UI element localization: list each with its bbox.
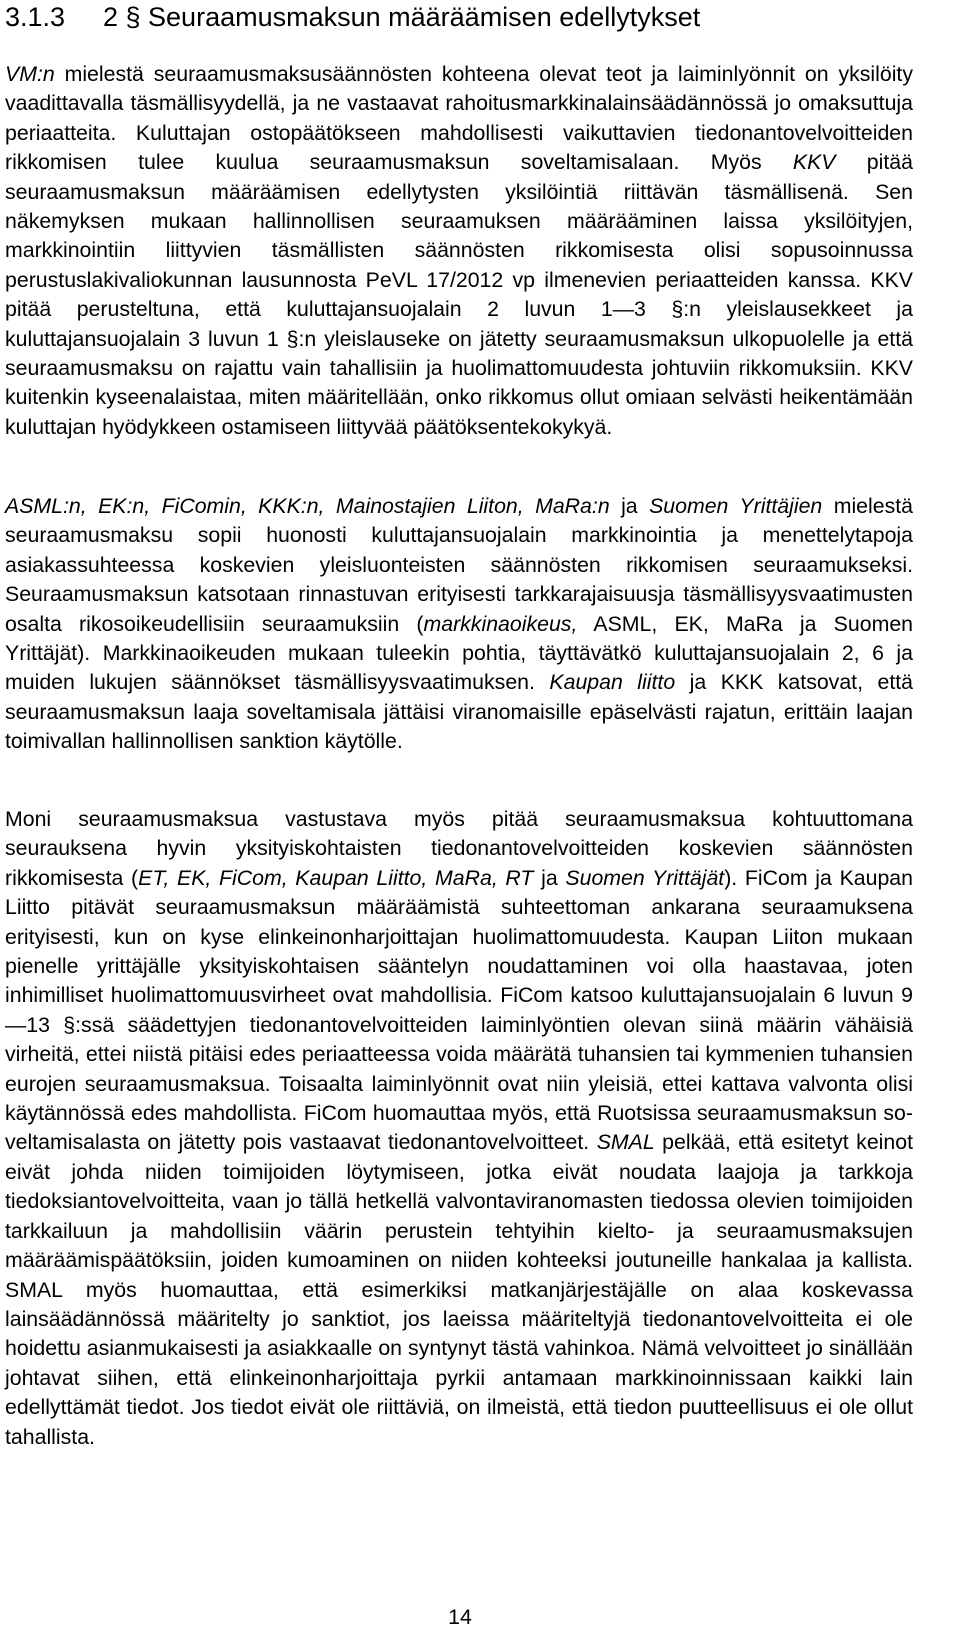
- italic-text-segment: markkinaoikeus,: [423, 611, 578, 636]
- italic-text-segment: SMAL: [596, 1130, 655, 1155]
- paragraph-1: [5, 60, 913, 442]
- section-heading: [5, 0, 700, 34]
- italic-text-segment: VM:n: [5, 62, 55, 86]
- text-segment: ). FiCom ja Kaupan Liitto pitävät seuraamusmaksun määräämistä suhteettoman ankarana seuraamuksena erityisesti, kun on kyse elinkeinonharjoittajan huolimattomuudesta. Kaupan Liiton mukaan pienelle yrittäjälle yksityiskohtaisen sääntelyn noudattaminen voi olla haastavaa, joten inhimilliset huolimattomuusvirheet ovat mahdollisia. FiCom katsoo kuluttajansuojalain 6 luvun 9—13 §:ssä säädettyjen tiedonantovelvoitteiden laiminlyöntien olevan siinä määrin vähäisiä virheitä, ettei niistä pitäisi edes periaatteessa voida määrätä tuhansien tai kymmenien tuhansien eurojen seuraamusmaksua. Toisaalta laiminlyönnit ovat niin yleisiä, ettei kattava valvonta olisi käytännössä edes mahdollista. FiCom huomauttaa myös, että Ruotsissa seuraamusmaksun soveltamisalasta on jätetty pois vastaavat tiedonantovelvoitteet.: [5, 865, 913, 1155]
- paragraph-3: [5, 805, 913, 1452]
- text-segment: pelkää, että esitetyt keinot eivät johda niiden toimijoiden löytymiseen, jotka eivät noudata laajoja ja tarkkoja tiedoksiantovelvoitteita, vaan jo tällä hetkellä valvontaviranomasten tiedossa olevien toimijoiden tarkkailuun ja mahdollisiin väärin perustein tehtyihin kielto- ja seuraamusmaksujen määräämispäätöksiin, joiden kumoaminen on niiden kohteeksi joutuneille hankalaa ja kallista. SMAL myös huomauttaa, että esimerkiksi matkanjärjestäjälle on alaa koskevassa lainsäädännössä määritelty jo sanktiot, jos laeissa määriteltyjä tiedonantovelvoitteita ei ole hoidettu asianmukaisesti ja asiakkaalle on syntynyt tästä vahinkoa. Nämä velvoitteet jo sinällään johtavat siihen, että elinkeinonharjoittaja pyrkii antamaan markkinoinnissaan kaikki lain edellyttämät tiedot. Jos tiedot eivät ole riittäviä, on ilmeistä, että tiedon puutteellisuus ei ole ollut tahallista.: [5, 1130, 913, 1449]
- text-segment: ja: [609, 494, 650, 518]
- section-number: 3.1.3: [5, 2, 66, 32]
- italic-text-segment: Suomen Yrittäjien: [649, 494, 823, 518]
- text-segment: mielestä seuraamusmaksu sopii huonosti kuluttajansuojalain markkinointia ja menettelytapoja asiakassuhteessa koskevien yleisluonteisten säännösten rikkomisen seuraamukseksi. Seuraamusmaksun katsotaan rinnastuvan erityisesti tarkkarajaisuusja täsmällisyysvaatimusten osalta rikosoikeudellisiin seuraamuksiin (: [5, 494, 914, 636]
- text-segment: pitää seuraamusmaksun määräämisen edellytysten yksilöintiä riittävän täsmällisenä. Sen näkemyksen mukaan hallinnollisen seuraamuksen määrääminen laissa yksilöityjen, markkinointiin liittyvien täsmällisten säännösten rikkomisesta olisi sopusoinnussa perustuslakivaliokunnan lausunnosta PeVL 17/2012 vp ilmenevien periaatteiden kanssa. KKV pitää perusteltuna, että kuluttajansuojalain 2 luvun 1—3 §:n yleislausekkeet ja kuluttajansuojalain 3 luvun 1 §:n yleislauseke on jätetty seuraamusmaksun ulkopuolelle ja että seuraamusmaksu on rajattu vain tahallisiin ja huolimattomuudesta johtuviin rikkomuksiin. KKV kuitenkin kyseenalaistaa, miten määritellään, onko rikkomus ollut omiaan selvästi heikentämään kuluttajan hyödykkeen ostamiseen liittyvää päätöksentekokykyä.: [5, 150, 913, 439]
- italic-text-segment: ASML:n, EK:n, FiComin, KKK:n, Mainostajien Liiton, MaRa:n: [5, 494, 610, 518]
- section-title: 2 § Seuraamusmaksun määräämisen edellytykset: [103, 2, 701, 32]
- paragraph-2: [5, 492, 913, 757]
- text-segment: ASML, EK, MaRa ja Suomen Yrittäjät). Markkinaoikeuden mukaan tuleekin pohtia, täyttävätkö kuluttajansuojalain 2, 6 ja muiden lukujen säännökset täsmällisyysvaatimuksen.: [5, 611, 914, 695]
- text-segment: Moni seuraamusmaksua vastustava myös pitää seuraamusmaksua kohtuuttomana seurauksena hyvin yksityiskohtaisten tiedonantovelvoitteiden koskevien säännösten rikkomisesta (: [5, 807, 913, 890]
- italic-text-segment: Suomen Yrittäjät: [565, 865, 725, 890]
- text-segment: mielestä seuraamusmaksusäännösten kohteena olevat teot ja laiminlyönnit on yksilöity vaadittavalla täsmällisyydellä, ja ne vastaavat rahoitusmarkkinalainsäädännössä jo omaksuttuja periaatteita. Kuluttajan ostopäätökseen mahdollisesti vaikuttavien tiedonantovelvoitteiden rikkomisen tulee kuulua seuraamusmaksun soveltamisalaan. Myös: [5, 62, 913, 175]
- italic-text-segment: Kaupan liitto: [549, 670, 676, 695]
- text-segment: ja: [533, 865, 566, 890]
- italic-text-segment: ET, EK, FiCom, Kaupan Liitto, MaRa, RT: [138, 865, 534, 890]
- italic-text-segment: KKV: [792, 150, 836, 175]
- page-number: 14: [448, 1605, 472, 1629]
- text-segment: ja KKK katsovat, että seuraamusmaksun laaja soveltamisala jättäisi viranomaisille epäselvästi rajatun, erittäin laajan toimivallan hallinnollisen sanktion käytölle.: [5, 670, 913, 754]
